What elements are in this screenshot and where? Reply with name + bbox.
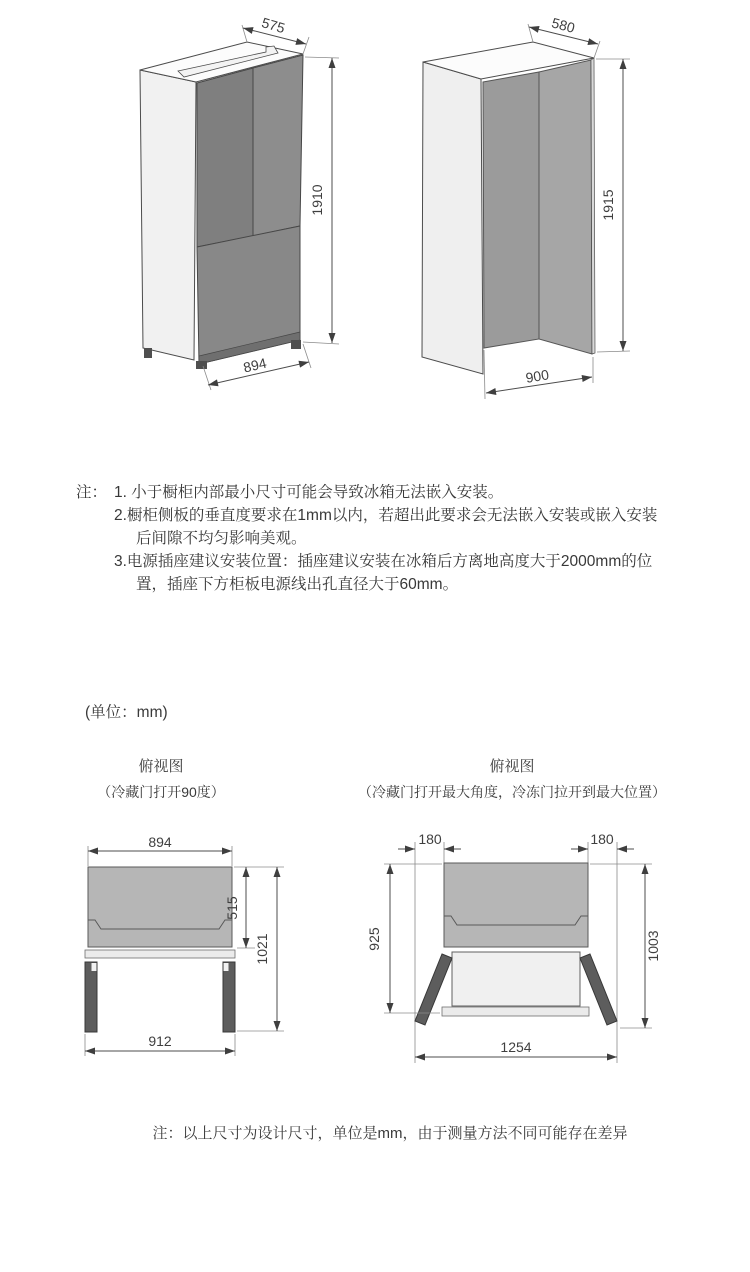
top-view-drawings — [0, 820, 750, 1080]
tvleft-front-strip — [85, 950, 235, 958]
fridge-door-upper-left — [197, 68, 253, 247]
fridge-isometric-drawing — [140, 14, 339, 390]
fridge-side-panel — [140, 70, 196, 360]
cabinet-side-panel — [422, 62, 483, 374]
dim-tvright-door-right: 180 — [590, 831, 614, 847]
tvright-body — [444, 863, 588, 947]
note-line-5: 置，插座下方柜板电源线出孔直径大于60mm。 — [136, 576, 459, 593]
dim-tvleft-width-top: 894 — [148, 834, 172, 850]
tvright-drawer-front-strip — [442, 1007, 589, 1016]
dim-tvright-door-left: 180 — [418, 831, 442, 847]
topview-left-drawing — [85, 834, 284, 1056]
note-line-2: 2.橱柜侧板的垂直度要求在1mm以内，若超出此要求会无法嵌入安装或嵌入安装 — [114, 507, 658, 524]
topview-left-title: 俯视图 — [138, 758, 184, 775]
note-line-3: 后间隙不均匀影响美观。 — [136, 530, 307, 547]
notes-label: 注： — [76, 484, 108, 501]
dim-tvleft-total-depth: 1021 — [254, 933, 270, 965]
cabinet-right-edge — [591, 58, 595, 354]
dim-fridge-height: 1910 — [309, 184, 325, 216]
dim-tvleft-body-depth: 515 — [224, 896, 240, 920]
topview-right-drawing — [366, 831, 661, 1063]
dim-fridge-depth: 575 — [259, 14, 287, 37]
dim-cabinet-depth: 580 — [549, 14, 577, 36]
topview-left-subtitle: （冷藏门打开90度） — [97, 784, 225, 800]
dim-fridge-width: 894 — [241, 354, 269, 376]
dim-tvleft-width-bottom: 912 — [148, 1033, 172, 1049]
cabinet-interior-right-wall — [539, 60, 592, 354]
tvright-drawer-open — [452, 952, 580, 1006]
dim-tvright-total-depth: 1003 — [645, 930, 661, 962]
dim-tvright-body-depth: 925 — [366, 927, 382, 951]
fridge-foot-back — [144, 348, 152, 358]
dim-cabinet-width: 900 — [524, 366, 551, 386]
footer-note: 注：以上尺寸为设计尺寸，单位是mm，由于测量方法不同可能存在差异 — [152, 1125, 628, 1142]
tvleft-door-left-handle — [92, 963, 97, 971]
tvleft-door-right — [223, 962, 235, 1032]
dim-cabinet-height: 1915 — [600, 189, 616, 221]
topview-right-title: 俯视图 — [489, 758, 535, 775]
unit-label: (单位：mm) — [85, 704, 168, 721]
cabinet-interior-left-wall — [483, 72, 539, 348]
tvleft-door-right-handle — [224, 963, 229, 971]
installation-notes — [76, 481, 657, 596]
front-isometric-views — [0, 0, 750, 440]
note-line-4: 3.电源插座建议安装位置：插座建议安装在冰箱后方离地高度大于2000mm的位 — [114, 553, 653, 570]
topview-right-subtitle: （冷藏门打开最大角度，冷冻门拉开到最大位置） — [358, 784, 666, 800]
cabinet-isometric-drawing — [422, 14, 630, 399]
dim-tvright-width-bottom: 1254 — [500, 1039, 532, 1055]
fridge-door-upper-right — [253, 55, 303, 236]
tvleft-body — [88, 867, 232, 947]
fridge-foot-left — [196, 361, 207, 369]
fridge-foot-right — [291, 340, 301, 349]
tvleft-door-left — [85, 962, 97, 1032]
note-line-1: 1. 小于橱柜内部最小尺寸可能会导致冰箱无法嵌入安装。 — [114, 484, 504, 501]
